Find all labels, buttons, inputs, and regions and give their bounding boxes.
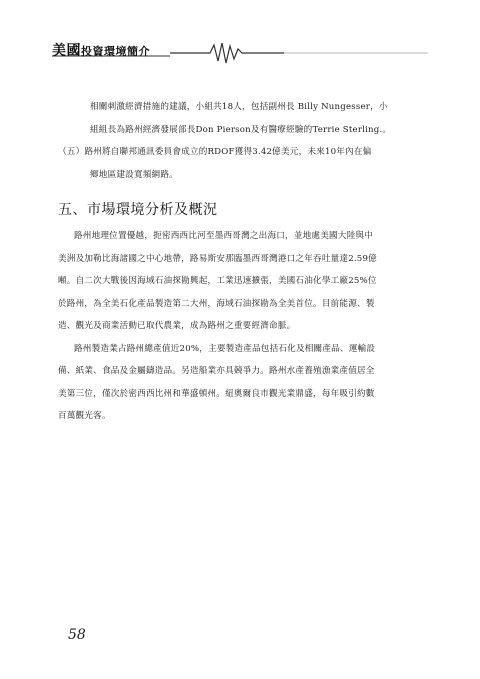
body-content (58, 96, 418, 428)
paragraph-1-line: 美洲及加勒比海諸國之中心地帶，路易斯安那臨墨西哥灣港口之年吞吐量達2.59億 (58, 253, 377, 264)
text-line: 鄉地區建設寬頻網路。 (90, 169, 178, 180)
header-title-main: 美國 (52, 43, 81, 59)
running-header (52, 37, 428, 67)
paragraph-2-line: 路州製造業占路州總產值近20%，主要製造產品包括石化及相關產品、運輸設 (74, 343, 376, 354)
paragraph-1-line: 路州地理位置優越，扼密西西比河至墨西哥灣之出海口，並地處美國大陸與中 (74, 231, 373, 241)
paragraph-1-line: 於路州，為全美石化產品製造第二大州，海域石油探勘為全美首位。目前能源、製 (58, 298, 375, 309)
list-item-5-line: （五）路州將自聯邦通訊委員會成立的RDOF獲得3.42億美元，未來10年內在偏 (58, 147, 372, 157)
section-heading: 五、市場環境分析及概況 (58, 202, 218, 218)
paragraph-2-line: 百萬觀光客。 (58, 411, 111, 421)
paragraph-2-line: 備、紙業、食品及金屬鑄造品。另造船業亦具競爭力。路州水產養殖漁業產值居全 (58, 366, 375, 376)
paragraph-1-line: 噸。自二次大戰後因海域石油探勘興起，工業迅速擴張，美國石油化學工廠25%位 (58, 276, 377, 286)
text-line: 組組長為路州經濟發展部長Don Pierson及有醫療經驗的Terrie Sterling.。 (90, 124, 392, 135)
paragraph-2-line: 美第三位，僅次於密西西比州和華盛頓州。紐奧爾良市觀光業鼎盛，每年吸引約數 (58, 388, 375, 399)
header-title-sub: 投資環境簡介 (81, 45, 150, 58)
text-line: 相關刺激經濟措施的建議，小組共18人，包括副州長 Billy Nungesser，小 (90, 102, 388, 112)
page-number: 58 (68, 627, 86, 643)
paragraph-1-line: 造、觀光及商業活動已取代農業，成為路州之重要經濟命脈。 (58, 321, 296, 331)
header-title (52, 40, 150, 60)
